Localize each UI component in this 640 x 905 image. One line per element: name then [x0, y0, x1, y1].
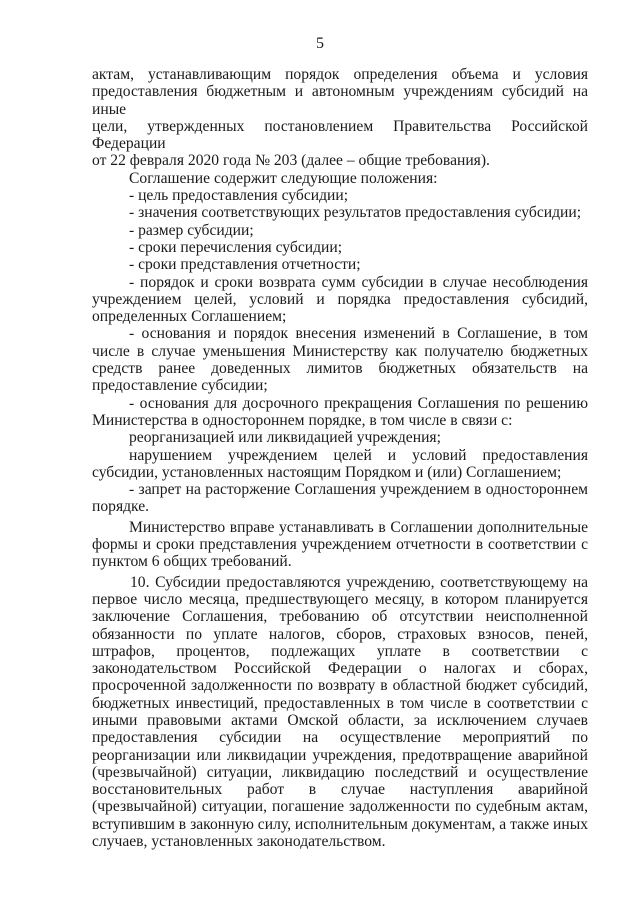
provision-item: - порядок и сроки возврата сумм субсидии в случае несоблюдения учреждением целей, условий и порядка предоставления субсидий, определенных Соглашением;	[92, 273, 588, 326]
paragraph-continuation-line-1: актам, устанавливающим порядок определения объема и условия	[92, 66, 588, 83]
provision-item: - цель предоставления субсидии;	[129, 187, 349, 205]
termination-ground-item: нарушением учреждением целей и условий предоставления субсидии, установленных настоящим Порядком и (или) Соглашением;	[92, 446, 588, 481]
page-number: 5	[316, 35, 324, 52]
provision-item: - основания и порядок внесения изменений в Соглашение, в том числе в случае уменьшения Министерству как получателю бюджетных средств ранее доведенных лимитов бюджетных обязательств на предоставление субсидии;	[92, 325, 588, 395]
provision-item: - сроки перечисления субсидии;	[129, 238, 343, 256]
provision-item: - размер субсидии;	[129, 221, 254, 239]
termination-ground-item: реорганизацией или ликвидацией учреждения;	[129, 429, 441, 447]
clause-10-paragraph: 10. Субсидии предоставляются учреждению, соответствующему на первое число месяца, предшествующего месяцу, в котором планируется заключение Соглашения, требованию об отсутствии неисполненной обязанности по уплате налогов, сборов, страховых взносов, пеней, штрафов, процентов, подлежащих уплате в соответствии с законодательством Российской Федерации о налогах и сборах, просроченной задолженности по возврату в областной бюджет субсидий, бюджетных инвестиций, предоставленных в том числе в соответствии с иными правовыми актами Омской области, за исключением случаев предоставления субсидии на осуществление мероприятий по реорганизации или ликвидации учреждения, предотвращение аварийной (чрезвычайной) ситуации, ликвидацию последствий и осуществление восстановительных работ в случае наступления аварийной (чрезвычайной) ситуации, погашение задолженности по судебным актам, вступившим в законную силу, исполнительным документам, а также иных случаев, установленных законодательством.	[92, 573, 588, 851]
paragraph-continuation-line-4: от 22 февраля 2020 года № 203 (далее – общие требования).	[92, 152, 490, 170]
provision-item: - основания для досрочного прекращения Соглашения по решению Министерства в одностороннем порядке, в том числе в связи с:	[92, 394, 588, 429]
ministry-right-paragraph: Министерство вправе устанавливать в Соглашении дополнительные формы и сроки представления учреждением отчетности в соответствии с пунктом 6 общих требований.	[92, 518, 588, 571]
provision-item: - значения соответствующих результатов предоставления субсидии;	[129, 204, 582, 222]
document-body	[92, 66, 588, 850]
agreement-provisions-intro: Соглашение содержит следующие положения:	[129, 169, 438, 187]
paragraph-continuation-line-3: цели, утвержденных постановлением Правительства Российской Федерации	[92, 117, 588, 153]
provision-item: - запрет на расторжение Соглашения учреждением в одностороннем порядке.	[92, 481, 588, 516]
provision-item: - сроки представления отчетности;	[129, 256, 361, 274]
paragraph-continuation-line-2: предоставления бюджетным и автономным учреждениям субсидий на иные	[92, 83, 588, 118]
